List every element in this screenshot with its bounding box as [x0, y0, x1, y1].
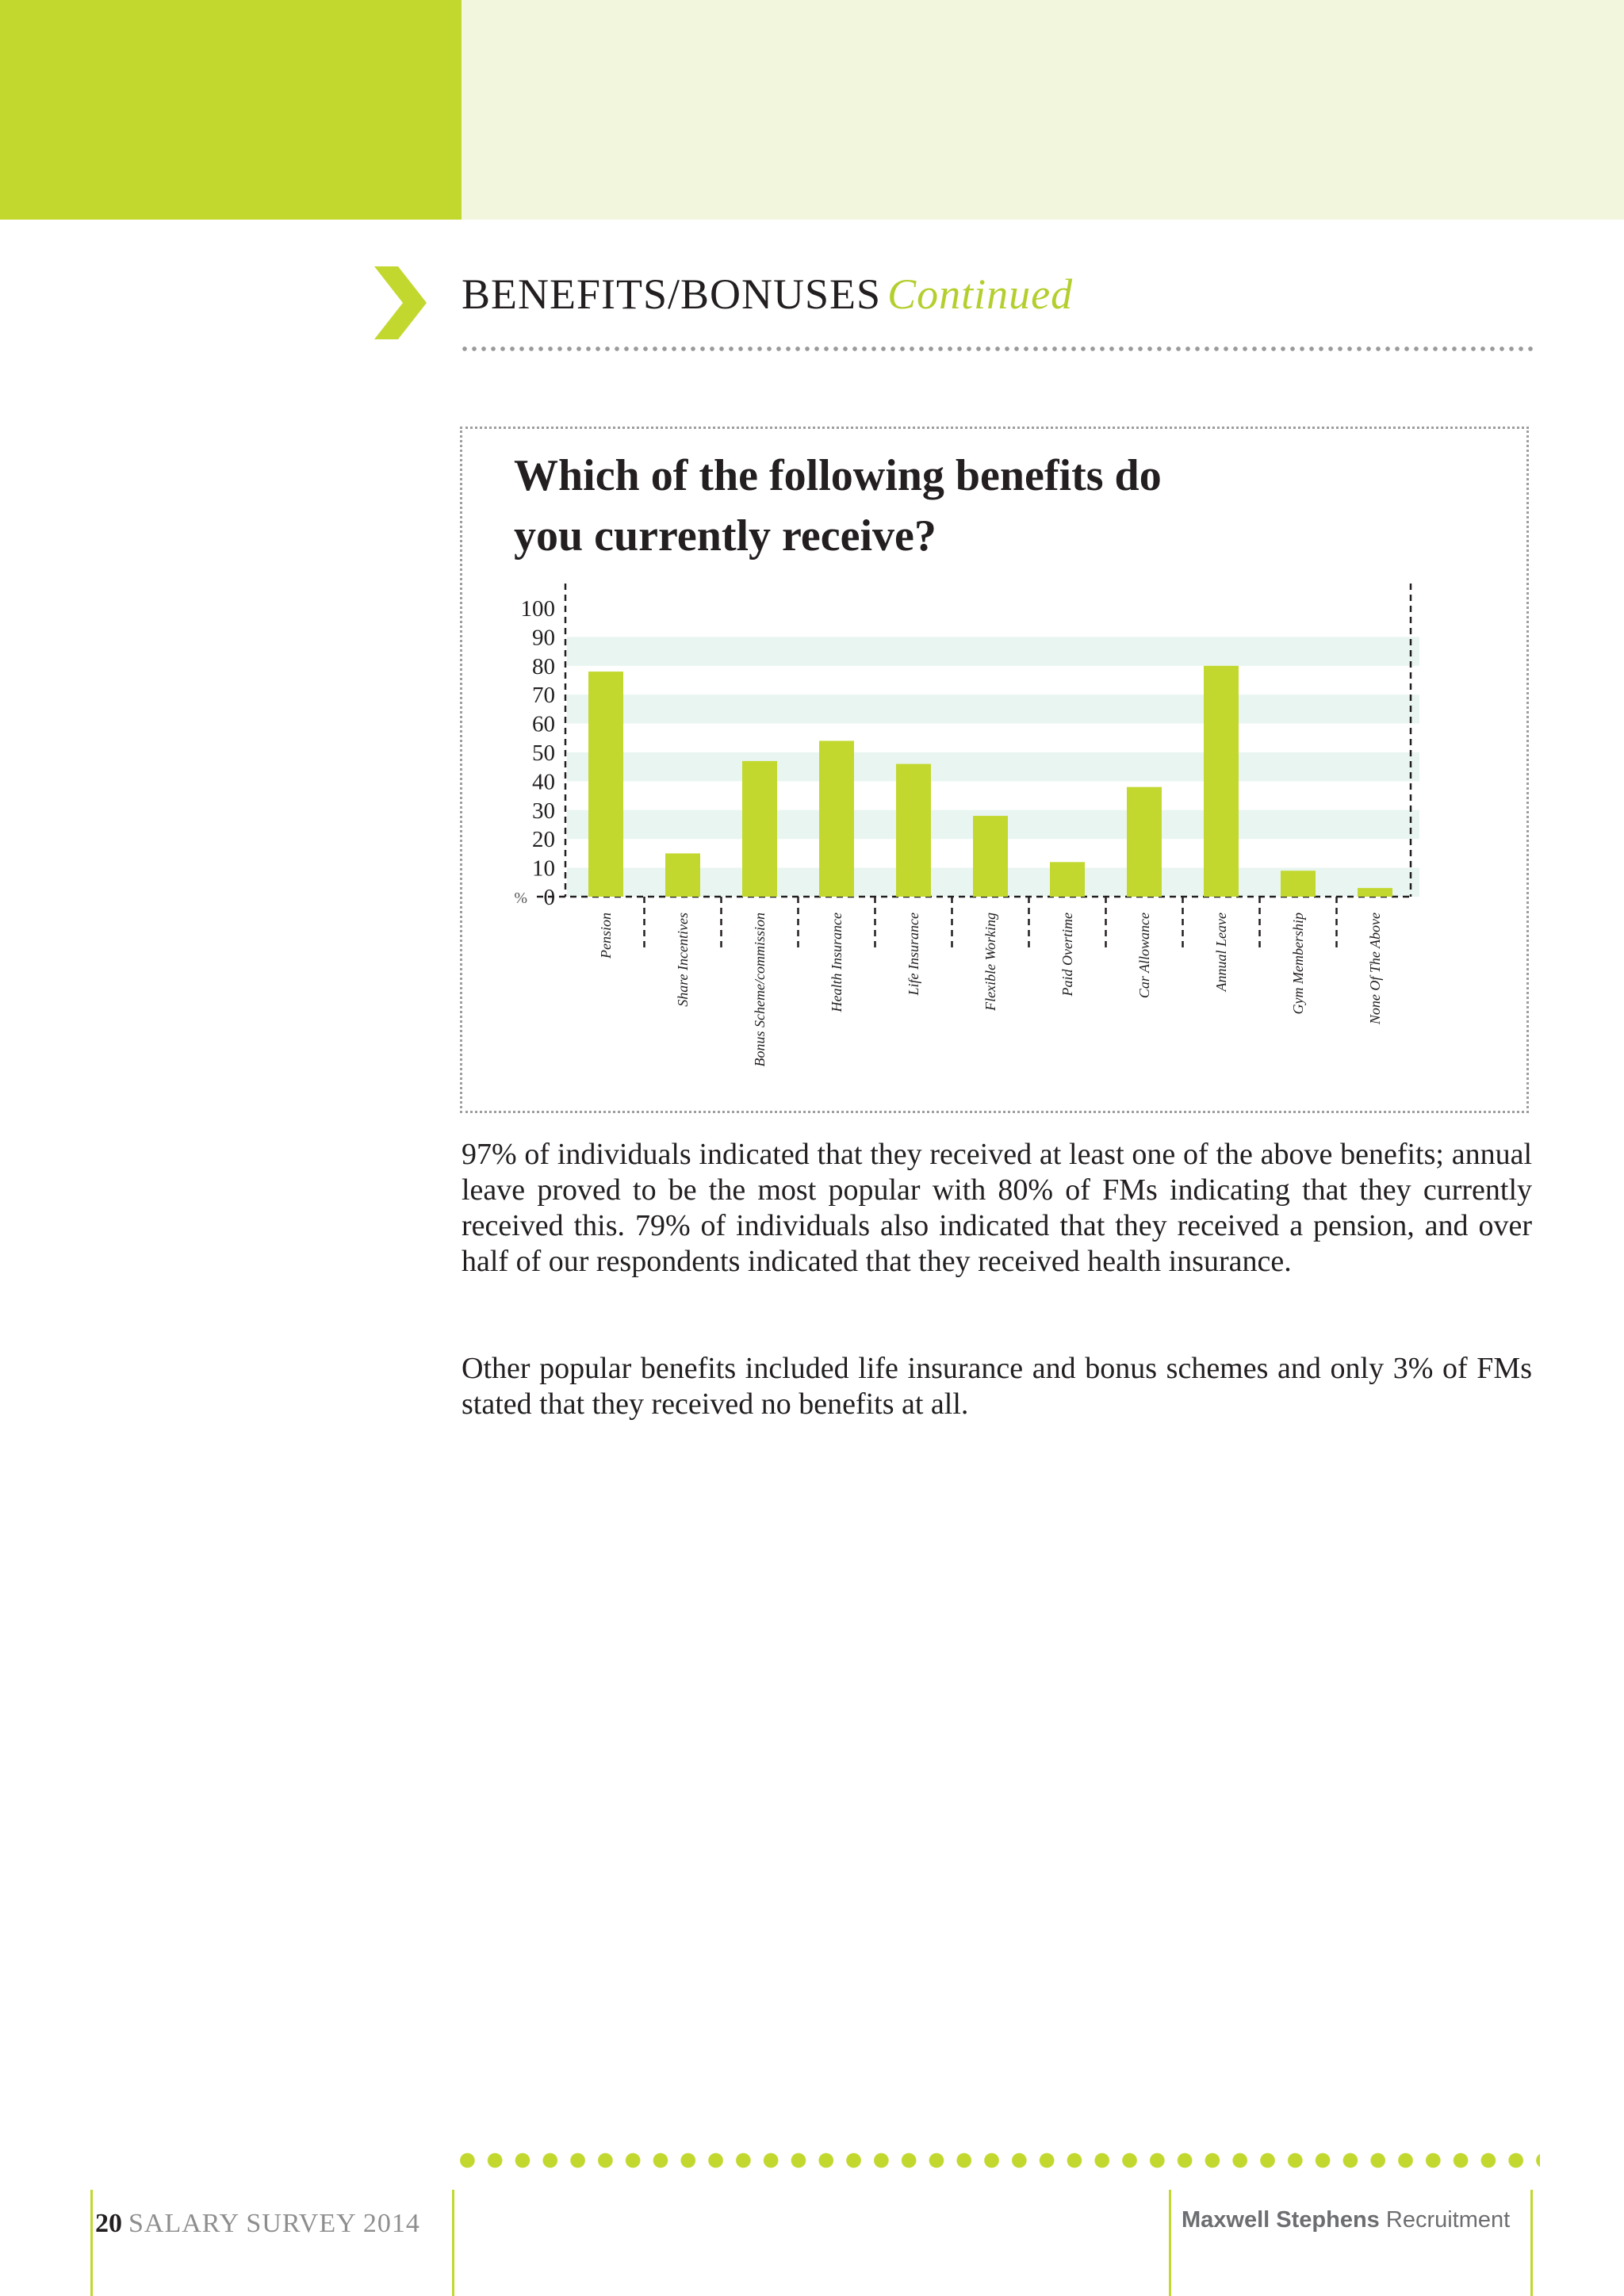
footer-page-label	[95, 2209, 420, 2239]
footer-rule-left	[90, 2190, 93, 2296]
y-tick-label: 10	[532, 855, 555, 882]
section-title: BENEFITS/BONUSES Continued	[462, 270, 1074, 318]
brand-name: Maxwell Stephens	[1182, 2207, 1380, 2233]
grid-band	[567, 695, 1419, 723]
survey-label: SALARY SURVEY 2014	[128, 2209, 420, 2238]
x-tick-label: Life Insurance	[906, 913, 921, 996]
x-tick-label: Car Allowance	[1136, 913, 1152, 999]
bar-paid-overtime	[1050, 862, 1085, 897]
footer-rule-right-b	[1530, 2190, 1533, 2296]
y-tick-label: 80	[532, 653, 555, 679]
bar-chart	[492, 577, 1443, 1085]
footer-rule-right-a	[1169, 2190, 1171, 2296]
x-tick-label: Share Incentives	[675, 913, 691, 1007]
y-tick-label: 20	[532, 827, 555, 853]
y-tick-label: 40	[532, 769, 555, 795]
chart-title-line-1: Which of the following benefits do	[514, 451, 1162, 500]
x-tick-label: None Of The Above	[1367, 913, 1383, 1025]
y-axis-unit-label: %	[514, 890, 527, 907]
grid-band	[567, 637, 1419, 665]
y-tick-label: 60	[532, 711, 555, 737]
body-paragraph-2: Other popular benefits included life insurance and bonus schemes and only 3% of FMs stated that they received no benefits at all.	[462, 1352, 1532, 1421]
chart-title	[514, 446, 1386, 566]
section-divider	[460, 346, 1537, 352]
y-tick-label: 50	[532, 740, 555, 766]
y-tick-label: 0	[543, 885, 555, 910]
x-tick-label: Flexible Working	[982, 913, 998, 1011]
bar-gym-membership	[1281, 871, 1316, 897]
section-continued: Continued	[887, 270, 1074, 318]
bar-annual-leave	[1204, 666, 1239, 897]
chart-title-line-2: you currently receive?	[514, 511, 936, 561]
y-tick-label: 100	[520, 596, 555, 622]
x-tick-label: Bonus Scheme/commission	[752, 913, 768, 1067]
bar-pension	[588, 672, 623, 897]
bar-car-allowance	[1127, 787, 1162, 897]
header-pale-block	[462, 0, 1624, 220]
body-paragraph-1: 97% of individuals indicated that they received at least one of the above benefits; annual leave proved to be the most popular with 80% of FMs indicating that they currently received this. 79% of individuals also indicated that they received a pension, and over half of our respondents indicated that they received health insurance.	[462, 1138, 1532, 1278]
footer-dot-divider	[454, 2152, 1540, 2169]
x-tick-label: Pension	[598, 913, 614, 959]
x-tick-label: Paid Overtime	[1059, 913, 1075, 997]
grid-band	[567, 752, 1419, 781]
header-green-block	[0, 0, 462, 220]
footer-brand	[1182, 2207, 1510, 2233]
bar-health-insurance	[819, 740, 854, 897]
x-tick-label: Annual Leave	[1213, 913, 1229, 992]
x-tick-label: Health Insurance	[829, 913, 845, 1012]
x-tick-label: Gym Membership	[1290, 913, 1306, 1015]
page-number: 20	[95, 2209, 122, 2238]
y-tick-label: 30	[532, 798, 555, 824]
bar-flexible-working	[973, 816, 1008, 897]
y-tick-label: 90	[532, 625, 555, 651]
bar-none-of-the-above	[1358, 888, 1392, 897]
brand-suffix: Recruitment	[1385, 2207, 1511, 2233]
bar-bonus-scheme-commission	[742, 761, 777, 897]
bar-share-incentives	[665, 853, 700, 897]
chevron-right-icon	[374, 266, 427, 339]
footer-rule-mid	[452, 2190, 454, 2296]
bar-life-insurance	[896, 764, 931, 897]
y-tick-label: 70	[532, 683, 555, 709]
